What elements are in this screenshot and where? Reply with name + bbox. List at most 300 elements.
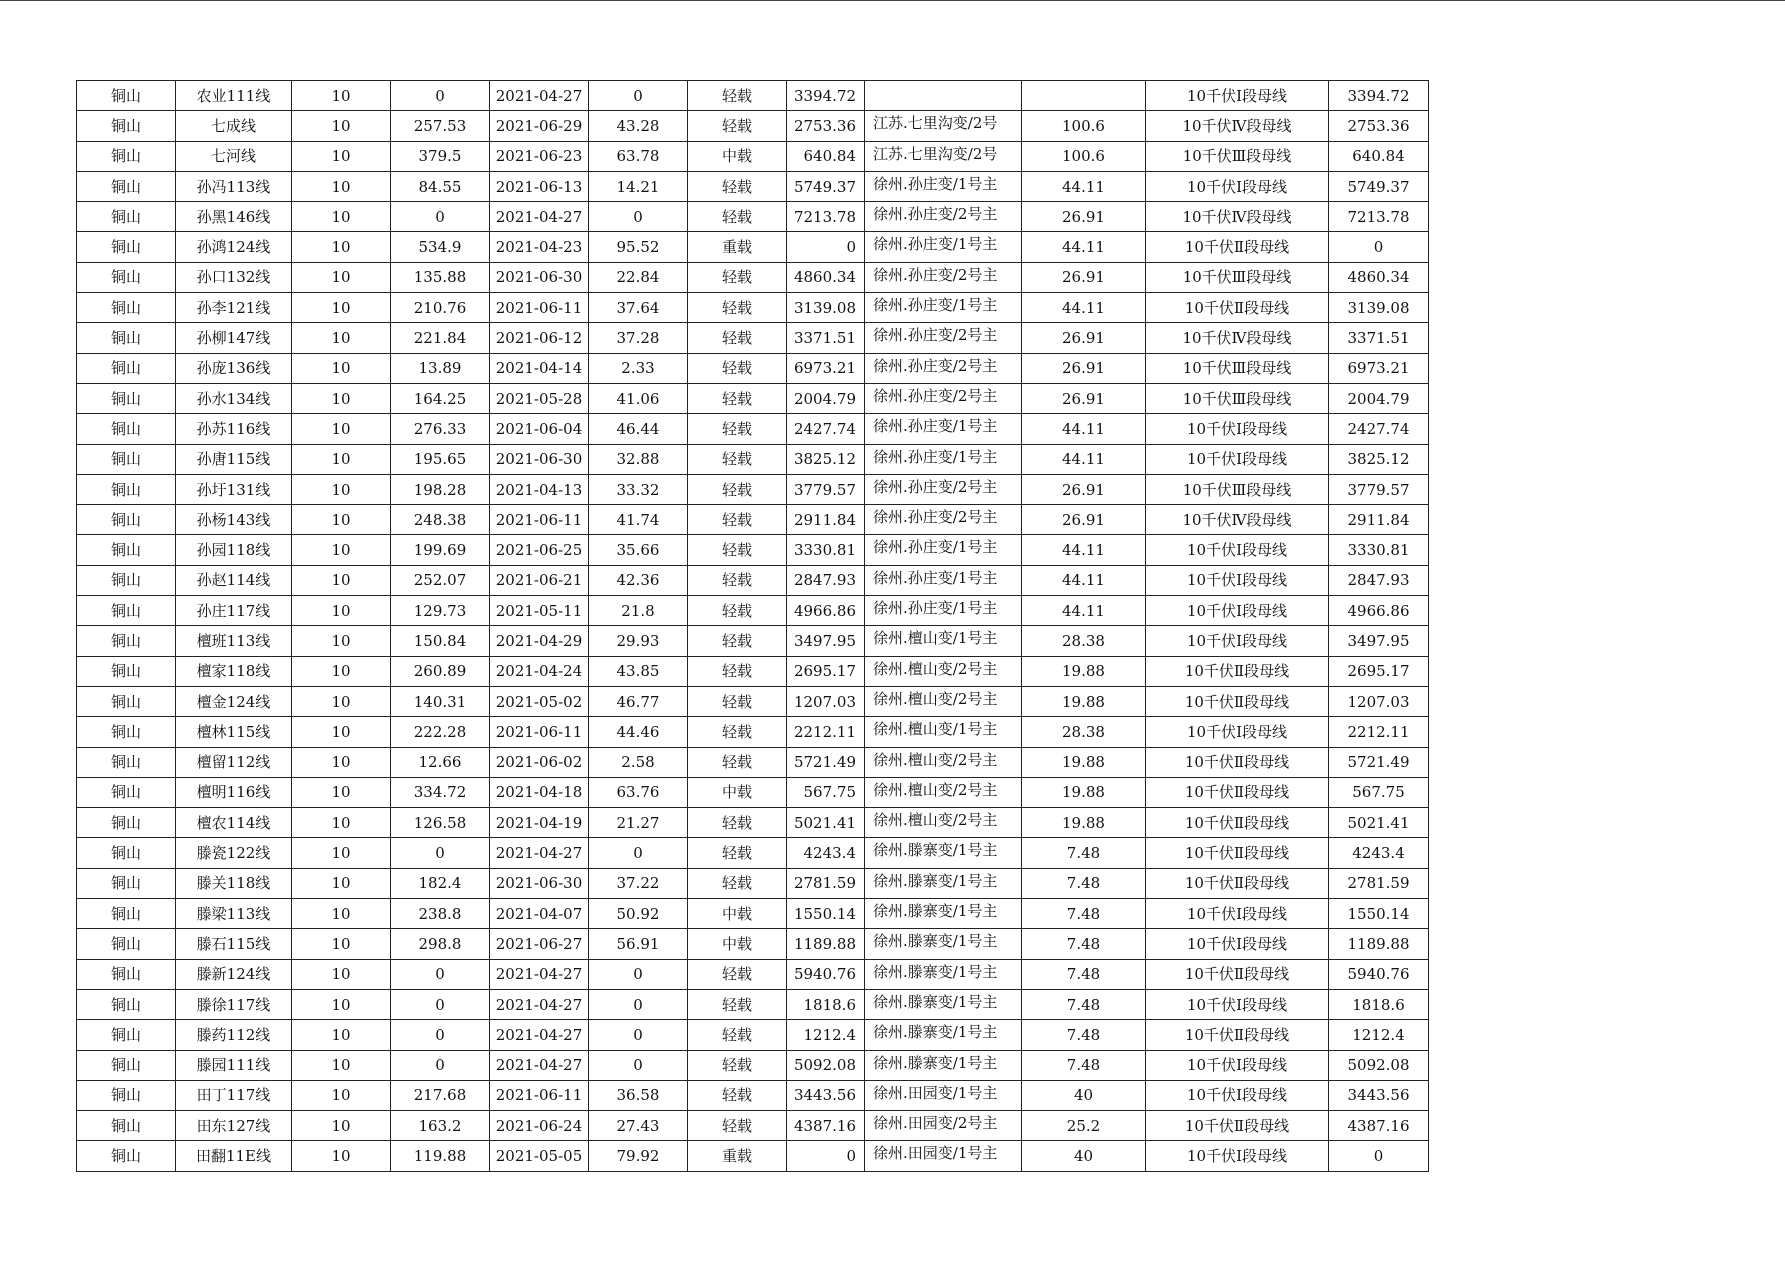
remaining-capacity-cell[interactable]: 4860.34 (1329, 262, 1429, 292)
remaining-capacity-cell[interactable]: 3825.12 (1329, 444, 1429, 474)
max-load-cell[interactable]: 182.4 (391, 868, 490, 898)
load-rate-cell[interactable]: 63.76 (589, 777, 688, 807)
voltage-cell[interactable]: 10 (292, 868, 391, 898)
load-rate-cell[interactable]: 0 (589, 1050, 688, 1080)
max-load-cell[interactable]: 150.84 (391, 626, 490, 656)
district-cell[interactable]: 铜山 (77, 1050, 176, 1080)
transformer-cell[interactable]: 江苏.七里沟变/2号 (865, 111, 1022, 141)
load-status-cell[interactable]: 重载 (688, 232, 787, 262)
available-capacity-cell[interactable]: 5092.08 (787, 1050, 865, 1080)
available-capacity-cell[interactable]: 5021.41 (787, 808, 865, 838)
load-status-cell[interactable]: 轻载 (688, 171, 787, 201)
max-load-cell[interactable]: 222.28 (391, 717, 490, 747)
load-status-cell[interactable]: 轻载 (688, 505, 787, 535)
busbar-cell[interactable]: 10千伏Ⅲ段母线 (1146, 383, 1329, 413)
load-rate-cell[interactable]: 0 (589, 989, 688, 1019)
busbar-cell[interactable]: 10千伏Ⅰ段母线 (1146, 989, 1329, 1019)
date-cell[interactable]: 2021-06-04 (490, 414, 589, 444)
transformer-cell[interactable]: 徐州.孙庄变/2号主 (865, 353, 1022, 383)
transformer-cell[interactable]: 徐州.孙庄变/2号主 (865, 323, 1022, 353)
transformer-capacity-cell[interactable]: 26.91 (1022, 383, 1146, 413)
max-load-cell[interactable]: 0 (391, 202, 490, 232)
voltage-cell[interactable]: 10 (292, 1050, 391, 1080)
load-rate-cell[interactable]: 22.84 (589, 262, 688, 292)
line-name-cell[interactable]: 孙苏116线 (176, 414, 292, 444)
remaining-capacity-cell[interactable]: 5092.08 (1329, 1050, 1429, 1080)
date-cell[interactable]: 2021-06-21 (490, 565, 589, 595)
max-load-cell[interactable]: 119.88 (391, 1141, 490, 1171)
load-rate-cell[interactable]: 2.33 (589, 353, 688, 383)
transformer-capacity-cell[interactable]: 19.88 (1022, 686, 1146, 716)
busbar-cell[interactable]: 10千伏Ⅰ段母线 (1146, 596, 1329, 626)
district-cell[interactable]: 铜山 (77, 474, 176, 504)
district-cell[interactable]: 铜山 (77, 747, 176, 777)
date-cell[interactable]: 2021-04-07 (490, 899, 589, 929)
load-rate-cell[interactable]: 2.58 (589, 747, 688, 777)
district-cell[interactable]: 铜山 (77, 1080, 176, 1110)
transformer-capacity-cell[interactable]: 7.48 (1022, 989, 1146, 1019)
remaining-capacity-cell[interactable]: 2911.84 (1329, 505, 1429, 535)
line-name-cell[interactable]: 檀班113线 (176, 626, 292, 656)
transformer-cell[interactable]: 徐州.孙庄变/1号主 (865, 535, 1022, 565)
available-capacity-cell[interactable]: 2847.93 (787, 565, 865, 595)
transformer-capacity-cell[interactable]: 44.11 (1022, 535, 1146, 565)
transformer-capacity-cell[interactable]: 28.38 (1022, 717, 1146, 747)
remaining-capacity-cell[interactable]: 2847.93 (1329, 565, 1429, 595)
district-cell[interactable]: 铜山 (77, 111, 176, 141)
date-cell[interactable]: 2021-04-19 (490, 808, 589, 838)
remaining-capacity-cell[interactable]: 4243.4 (1329, 838, 1429, 868)
district-cell[interactable]: 铜山 (77, 535, 176, 565)
load-rate-cell[interactable]: 0 (589, 202, 688, 232)
transformer-cell[interactable]: 徐州.檀山变/2号主 (865, 808, 1022, 838)
remaining-capacity-cell[interactable]: 2212.11 (1329, 717, 1429, 747)
max-load-cell[interactable]: 0 (391, 989, 490, 1019)
load-status-cell[interactable]: 轻载 (688, 474, 787, 504)
district-cell[interactable]: 铜山 (77, 262, 176, 292)
district-cell[interactable]: 铜山 (77, 383, 176, 413)
voltage-cell[interactable]: 10 (292, 111, 391, 141)
voltage-cell[interactable]: 10 (292, 202, 391, 232)
load-status-cell[interactable]: 轻载 (688, 868, 787, 898)
remaining-capacity-cell[interactable]: 1207.03 (1329, 686, 1429, 716)
date-cell[interactable]: 2021-06-11 (490, 505, 589, 535)
voltage-cell[interactable]: 10 (292, 1020, 391, 1050)
transformer-cell[interactable]: 徐州.孙庄变/2号主 (865, 505, 1022, 535)
load-status-cell[interactable]: 轻载 (688, 202, 787, 232)
load-status-cell[interactable]: 轻载 (688, 989, 787, 1019)
district-cell[interactable]: 铜山 (77, 899, 176, 929)
available-capacity-cell[interactable]: 1189.88 (787, 929, 865, 959)
load-status-cell[interactable]: 轻载 (688, 293, 787, 323)
voltage-cell[interactable]: 10 (292, 899, 391, 929)
available-capacity-cell[interactable]: 1818.6 (787, 989, 865, 1019)
transformer-capacity-cell[interactable]: 44.11 (1022, 171, 1146, 201)
busbar-cell[interactable]: 10千伏Ⅱ段母线 (1146, 868, 1329, 898)
remaining-capacity-cell[interactable]: 2781.59 (1329, 868, 1429, 898)
available-capacity-cell[interactable]: 3330.81 (787, 535, 865, 565)
remaining-capacity-cell[interactable]: 0 (1329, 232, 1429, 262)
max-load-cell[interactable]: 0 (391, 838, 490, 868)
available-capacity-cell[interactable]: 3825.12 (787, 444, 865, 474)
district-cell[interactable]: 铜山 (77, 596, 176, 626)
load-status-cell[interactable]: 轻载 (688, 626, 787, 656)
available-capacity-cell[interactable]: 2695.17 (787, 656, 865, 686)
date-cell[interactable]: 2021-04-27 (490, 81, 589, 111)
line-name-cell[interactable]: 七成线 (176, 111, 292, 141)
date-cell[interactable]: 2021-04-18 (490, 777, 589, 807)
load-status-cell[interactable]: 轻载 (688, 81, 787, 111)
max-load-cell[interactable]: 0 (391, 1050, 490, 1080)
transformer-cell[interactable]: 徐州.檀山变/2号主 (865, 777, 1022, 807)
date-cell[interactable]: 2021-06-30 (490, 868, 589, 898)
voltage-cell[interactable]: 10 (292, 414, 391, 444)
available-capacity-cell[interactable]: 3394.72 (787, 81, 865, 111)
load-status-cell[interactable]: 轻载 (688, 838, 787, 868)
district-cell[interactable]: 铜山 (77, 293, 176, 323)
transformer-cell[interactable] (865, 81, 1022, 111)
transformer-capacity-cell[interactable]: 26.91 (1022, 505, 1146, 535)
transformer-capacity-cell[interactable]: 100.6 (1022, 141, 1146, 171)
load-status-cell[interactable]: 轻载 (688, 1050, 787, 1080)
busbar-cell[interactable]: 10千伏Ⅳ段母线 (1146, 505, 1329, 535)
transformer-cell[interactable]: 徐州.孙庄变/1号主 (865, 565, 1022, 595)
busbar-cell[interactable]: 10千伏Ⅰ段母线 (1146, 81, 1329, 111)
district-cell[interactable]: 铜山 (77, 1141, 176, 1171)
load-rate-cell[interactable]: 43.28 (589, 111, 688, 141)
voltage-cell[interactable]: 10 (292, 656, 391, 686)
line-name-cell[interactable]: 孙水134线 (176, 383, 292, 413)
line-name-cell[interactable]: 农业111线 (176, 81, 292, 111)
voltage-cell[interactable]: 10 (292, 838, 391, 868)
load-status-cell[interactable]: 中载 (688, 777, 787, 807)
available-capacity-cell[interactable]: 3443.56 (787, 1080, 865, 1110)
date-cell[interactable]: 2021-06-30 (490, 262, 589, 292)
load-status-cell[interactable]: 重载 (688, 1141, 787, 1171)
remaining-capacity-cell[interactable]: 4966.86 (1329, 596, 1429, 626)
line-name-cell[interactable]: 孙圩131线 (176, 474, 292, 504)
line-name-cell[interactable]: 滕新124线 (176, 959, 292, 989)
load-rate-cell[interactable]: 63.78 (589, 141, 688, 171)
transformer-cell[interactable]: 徐州.孙庄变/2号主 (865, 262, 1022, 292)
busbar-cell[interactable]: 10千伏Ⅱ段母线 (1146, 747, 1329, 777)
line-name-cell[interactable]: 田东127线 (176, 1111, 292, 1141)
busbar-cell[interactable]: 10千伏Ⅰ段母线 (1146, 444, 1329, 474)
transformer-capacity-cell[interactable]: 40 (1022, 1080, 1146, 1110)
date-cell[interactable]: 2021-04-13 (490, 474, 589, 504)
remaining-capacity-cell[interactable]: 3139.08 (1329, 293, 1429, 323)
available-capacity-cell[interactable]: 4966.86 (787, 596, 865, 626)
transformer-capacity-cell[interactable]: 28.38 (1022, 626, 1146, 656)
load-status-cell[interactable]: 轻载 (688, 1080, 787, 1110)
busbar-cell[interactable]: 10千伏Ⅱ段母线 (1146, 808, 1329, 838)
busbar-cell[interactable]: 10千伏Ⅱ段母线 (1146, 1020, 1329, 1050)
load-rate-cell[interactable]: 37.22 (589, 868, 688, 898)
load-status-cell[interactable]: 轻载 (688, 1020, 787, 1050)
transformer-capacity-cell[interactable]: 44.11 (1022, 596, 1146, 626)
available-capacity-cell[interactable]: 567.75 (787, 777, 865, 807)
date-cell[interactable]: 2021-06-23 (490, 141, 589, 171)
transformer-capacity-cell[interactable]: 19.88 (1022, 808, 1146, 838)
max-load-cell[interactable]: 534.9 (391, 232, 490, 262)
date-cell[interactable]: 2021-04-14 (490, 353, 589, 383)
transformer-capacity-cell[interactable]: 26.91 (1022, 323, 1146, 353)
district-cell[interactable]: 铜山 (77, 565, 176, 595)
load-status-cell[interactable]: 轻载 (688, 717, 787, 747)
line-name-cell[interactable]: 七河线 (176, 141, 292, 171)
load-rate-cell[interactable]: 37.64 (589, 293, 688, 323)
remaining-capacity-cell[interactable]: 640.84 (1329, 141, 1429, 171)
voltage-cell[interactable]: 10 (292, 353, 391, 383)
load-status-cell[interactable]: 轻载 (688, 747, 787, 777)
district-cell[interactable]: 铜山 (77, 929, 176, 959)
date-cell[interactable]: 2021-06-25 (490, 535, 589, 565)
transformer-cell[interactable]: 徐州.檀山变/1号主 (865, 626, 1022, 656)
transformer-cell[interactable]: 徐州.孙庄变/1号主 (865, 232, 1022, 262)
line-name-cell[interactable]: 田翻11E线 (176, 1141, 292, 1171)
transformer-capacity-cell[interactable]: 26.91 (1022, 474, 1146, 504)
load-rate-cell[interactable]: 44.46 (589, 717, 688, 747)
voltage-cell[interactable]: 10 (292, 141, 391, 171)
available-capacity-cell[interactable]: 2753.36 (787, 111, 865, 141)
voltage-cell[interactable]: 10 (292, 929, 391, 959)
busbar-cell[interactable]: 10千伏Ⅰ段母线 (1146, 626, 1329, 656)
available-capacity-cell[interactable]: 7213.78 (787, 202, 865, 232)
transformer-capacity-cell[interactable]: 7.48 (1022, 1050, 1146, 1080)
load-rate-cell[interactable]: 32.88 (589, 444, 688, 474)
district-cell[interactable]: 铜山 (77, 353, 176, 383)
load-status-cell[interactable]: 轻载 (688, 383, 787, 413)
load-rate-cell[interactable]: 56.91 (589, 929, 688, 959)
transformer-capacity-cell[interactable]: 7.48 (1022, 868, 1146, 898)
available-capacity-cell[interactable]: 3371.51 (787, 323, 865, 353)
available-capacity-cell[interactable]: 3497.95 (787, 626, 865, 656)
date-cell[interactable]: 2021-04-23 (490, 232, 589, 262)
transformer-capacity-cell[interactable]: 25.2 (1022, 1111, 1146, 1141)
busbar-cell[interactable]: 10千伏Ⅱ段母线 (1146, 838, 1329, 868)
district-cell[interactable]: 铜山 (77, 1111, 176, 1141)
load-status-cell[interactable]: 中载 (688, 899, 787, 929)
load-rate-cell[interactable]: 41.74 (589, 505, 688, 535)
line-name-cell[interactable]: 檀家118线 (176, 656, 292, 686)
transformer-cell[interactable]: 徐州.滕寨变/1号主 (865, 929, 1022, 959)
date-cell[interactable]: 2021-06-27 (490, 929, 589, 959)
district-cell[interactable]: 铜山 (77, 686, 176, 716)
transformer-cell[interactable]: 徐州.孙庄变/2号主 (865, 202, 1022, 232)
available-capacity-cell[interactable]: 2911.84 (787, 505, 865, 535)
load-rate-cell[interactable]: 14.21 (589, 171, 688, 201)
line-name-cell[interactable]: 滕徐117线 (176, 989, 292, 1019)
remaining-capacity-cell[interactable]: 6973.21 (1329, 353, 1429, 383)
load-rate-cell[interactable]: 79.92 (589, 1141, 688, 1171)
available-capacity-cell[interactable]: 4387.16 (787, 1111, 865, 1141)
transformer-capacity-cell[interactable]: 44.11 (1022, 414, 1146, 444)
remaining-capacity-cell[interactable]: 3394.72 (1329, 81, 1429, 111)
line-name-cell[interactable]: 滕园111线 (176, 1050, 292, 1080)
remaining-capacity-cell[interactable]: 4387.16 (1329, 1111, 1429, 1141)
load-status-cell[interactable]: 中载 (688, 141, 787, 171)
transformer-cell[interactable]: 徐州.孙庄变/2号主 (865, 474, 1022, 504)
date-cell[interactable]: 2021-06-12 (490, 323, 589, 353)
max-load-cell[interactable]: 238.8 (391, 899, 490, 929)
voltage-cell[interactable]: 10 (292, 171, 391, 201)
load-rate-cell[interactable]: 46.77 (589, 686, 688, 716)
load-rate-cell[interactable]: 33.32 (589, 474, 688, 504)
line-name-cell[interactable]: 滕瓷122线 (176, 838, 292, 868)
busbar-cell[interactable]: 10千伏Ⅰ段母线 (1146, 535, 1329, 565)
available-capacity-cell[interactable]: 1550.14 (787, 899, 865, 929)
available-capacity-cell[interactable]: 4860.34 (787, 262, 865, 292)
remaining-capacity-cell[interactable]: 3779.57 (1329, 474, 1429, 504)
transformer-capacity-cell[interactable]: 7.48 (1022, 899, 1146, 929)
district-cell[interactable]: 铜山 (77, 232, 176, 262)
date-cell[interactable]: 2021-06-11 (490, 1080, 589, 1110)
busbar-cell[interactable]: 10千伏Ⅲ段母线 (1146, 262, 1329, 292)
max-load-cell[interactable]: 248.38 (391, 505, 490, 535)
transformer-capacity-cell[interactable]: 44.11 (1022, 293, 1146, 323)
voltage-cell[interactable]: 10 (292, 959, 391, 989)
load-status-cell[interactable]: 轻载 (688, 323, 787, 353)
busbar-cell[interactable]: 10千伏Ⅳ段母线 (1146, 202, 1329, 232)
busbar-cell[interactable]: 10千伏Ⅱ段母线 (1146, 686, 1329, 716)
district-cell[interactable]: 铜山 (77, 171, 176, 201)
date-cell[interactable]: 2021-05-02 (490, 686, 589, 716)
max-load-cell[interactable]: 257.53 (391, 111, 490, 141)
voltage-cell[interactable]: 10 (292, 1111, 391, 1141)
available-capacity-cell[interactable]: 3779.57 (787, 474, 865, 504)
load-status-cell[interactable]: 轻载 (688, 656, 787, 686)
busbar-cell[interactable]: 10千伏Ⅱ段母线 (1146, 232, 1329, 262)
line-name-cell[interactable]: 檀林115线 (176, 717, 292, 747)
max-load-cell[interactable]: 252.07 (391, 565, 490, 595)
load-rate-cell[interactable]: 29.93 (589, 626, 688, 656)
date-cell[interactable]: 2021-04-27 (490, 989, 589, 1019)
load-status-cell[interactable]: 轻载 (688, 444, 787, 474)
max-load-cell[interactable]: 221.84 (391, 323, 490, 353)
transformer-capacity-cell[interactable]: 40 (1022, 1141, 1146, 1171)
date-cell[interactable]: 2021-06-11 (490, 293, 589, 323)
available-capacity-cell[interactable]: 0 (787, 1141, 865, 1171)
max-load-cell[interactable]: 298.8 (391, 929, 490, 959)
transformer-capacity-cell[interactable]: 26.91 (1022, 262, 1146, 292)
available-capacity-cell[interactable]: 0 (787, 232, 865, 262)
transformer-cell[interactable]: 徐州.滕寨变/1号主 (865, 1050, 1022, 1080)
remaining-capacity-cell[interactable]: 3497.95 (1329, 626, 1429, 656)
district-cell[interactable]: 铜山 (77, 1020, 176, 1050)
load-rate-cell[interactable]: 0 (589, 959, 688, 989)
load-rate-cell[interactable]: 41.06 (589, 383, 688, 413)
transformer-capacity-cell[interactable]: 7.48 (1022, 838, 1146, 868)
district-cell[interactable]: 铜山 (77, 868, 176, 898)
busbar-cell[interactable]: 10千伏Ⅱ段母线 (1146, 293, 1329, 323)
busbar-cell[interactable]: 10千伏Ⅲ段母线 (1146, 141, 1329, 171)
max-load-cell[interactable]: 276.33 (391, 414, 490, 444)
max-load-cell[interactable]: 140.31 (391, 686, 490, 716)
load-status-cell[interactable]: 轻载 (688, 959, 787, 989)
date-cell[interactable]: 2021-05-28 (490, 383, 589, 413)
line-name-cell[interactable]: 孙园118线 (176, 535, 292, 565)
transformer-cell[interactable]: 徐州.滕寨变/1号主 (865, 838, 1022, 868)
date-cell[interactable]: 2021-06-30 (490, 444, 589, 474)
remaining-capacity-cell[interactable]: 1212.4 (1329, 1020, 1429, 1050)
date-cell[interactable]: 2021-05-05 (490, 1141, 589, 1171)
voltage-cell[interactable]: 10 (292, 686, 391, 716)
load-rate-cell[interactable]: 21.27 (589, 808, 688, 838)
max-load-cell[interactable]: 210.76 (391, 293, 490, 323)
transformer-capacity-cell[interactable]: 19.88 (1022, 656, 1146, 686)
busbar-cell[interactable]: 10千伏Ⅰ段母线 (1146, 1050, 1329, 1080)
busbar-cell[interactable]: 10千伏Ⅰ段母线 (1146, 899, 1329, 929)
load-status-cell[interactable]: 中载 (688, 929, 787, 959)
district-cell[interactable]: 铜山 (77, 505, 176, 535)
line-name-cell[interactable]: 孙庄117线 (176, 596, 292, 626)
load-rate-cell[interactable]: 27.43 (589, 1111, 688, 1141)
busbar-cell[interactable]: 10千伏Ⅰ段母线 (1146, 717, 1329, 747)
line-name-cell[interactable]: 孙冯113线 (176, 171, 292, 201)
district-cell[interactable]: 铜山 (77, 989, 176, 1019)
transformer-cell[interactable]: 徐州.孙庄变/2号主 (865, 383, 1022, 413)
load-rate-cell[interactable]: 36.58 (589, 1080, 688, 1110)
transformer-capacity-cell[interactable]: 19.88 (1022, 777, 1146, 807)
district-cell[interactable]: 铜山 (77, 141, 176, 171)
available-capacity-cell[interactable]: 1212.4 (787, 1020, 865, 1050)
remaining-capacity-cell[interactable]: 7213.78 (1329, 202, 1429, 232)
voltage-cell[interactable]: 10 (292, 262, 391, 292)
voltage-cell[interactable]: 10 (292, 777, 391, 807)
line-name-cell[interactable]: 滕梁113线 (176, 899, 292, 929)
busbar-cell[interactable]: 10千伏Ⅱ段母线 (1146, 1111, 1329, 1141)
transformer-cell[interactable]: 徐州.滕寨变/1号主 (865, 899, 1022, 929)
line-name-cell[interactable]: 孙杨143线 (176, 505, 292, 535)
load-status-cell[interactable]: 轻载 (688, 808, 787, 838)
transformer-cell[interactable]: 徐州.田园变/1号主 (865, 1080, 1022, 1110)
transformer-capacity-cell[interactable]: 7.48 (1022, 959, 1146, 989)
load-status-cell[interactable]: 轻载 (688, 353, 787, 383)
voltage-cell[interactable]: 10 (292, 808, 391, 838)
date-cell[interactable]: 2021-06-11 (490, 717, 589, 747)
transformer-cell[interactable]: 徐州.滕寨变/1号主 (865, 868, 1022, 898)
available-capacity-cell[interactable]: 2781.59 (787, 868, 865, 898)
load-status-cell[interactable]: 轻载 (688, 686, 787, 716)
voltage-cell[interactable]: 10 (292, 596, 391, 626)
remaining-capacity-cell[interactable]: 1189.88 (1329, 929, 1429, 959)
load-status-cell[interactable]: 轻载 (688, 414, 787, 444)
line-name-cell[interactable]: 孙柳147线 (176, 323, 292, 353)
district-cell[interactable]: 铜山 (77, 717, 176, 747)
district-cell[interactable]: 铜山 (77, 202, 176, 232)
voltage-cell[interactable]: 10 (292, 323, 391, 353)
remaining-capacity-cell[interactable]: 2695.17 (1329, 656, 1429, 686)
load-rate-cell[interactable]: 0 (589, 81, 688, 111)
available-capacity-cell[interactable]: 2212.11 (787, 717, 865, 747)
transformer-cell[interactable]: 徐州.孙庄变/1号主 (865, 596, 1022, 626)
busbar-cell[interactable]: 10千伏Ⅰ段母线 (1146, 1141, 1329, 1171)
transformer-cell[interactable]: 徐州.滕寨变/1号主 (865, 959, 1022, 989)
available-capacity-cell[interactable]: 5749.37 (787, 171, 865, 201)
load-rate-cell[interactable]: 0 (589, 1020, 688, 1050)
district-cell[interactable]: 铜山 (77, 777, 176, 807)
voltage-cell[interactable]: 10 (292, 474, 391, 504)
transformer-cell[interactable]: 徐州.孙庄变/1号主 (865, 414, 1022, 444)
transformer-cell[interactable]: 江苏.七里沟变/2号 (865, 141, 1022, 171)
date-cell[interactable]: 2021-04-27 (490, 1050, 589, 1080)
remaining-capacity-cell[interactable]: 3330.81 (1329, 535, 1429, 565)
busbar-cell[interactable]: 10千伏Ⅳ段母线 (1146, 323, 1329, 353)
busbar-cell[interactable]: 10千伏Ⅰ段母线 (1146, 929, 1329, 959)
remaining-capacity-cell[interactable]: 3371.51 (1329, 323, 1429, 353)
transformer-cell[interactable]: 徐州.檀山变/2号主 (865, 747, 1022, 777)
line-name-cell[interactable]: 孙黑146线 (176, 202, 292, 232)
